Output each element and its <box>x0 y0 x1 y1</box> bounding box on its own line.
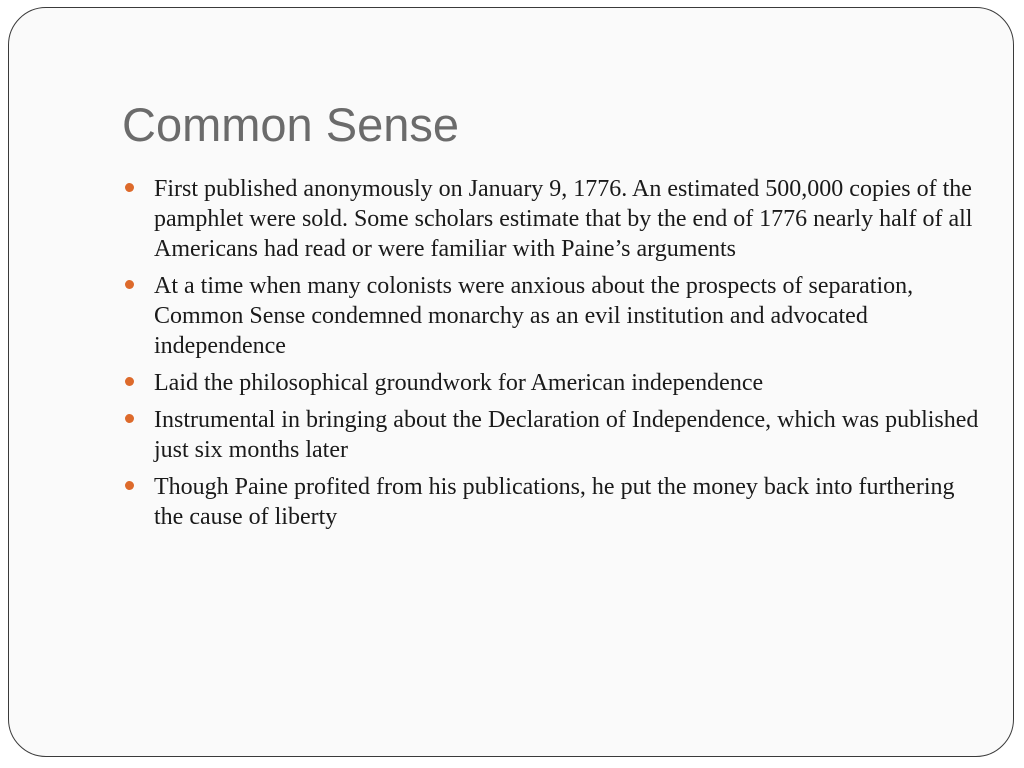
bullet-item <box>122 271 982 361</box>
bullet-item <box>122 405 982 465</box>
bullet-item <box>122 368 982 398</box>
bullet-dot-icon <box>125 481 134 490</box>
bullet-text: Though Paine profited from his publications, he put the money back into furthering the cause of liberty <box>154 474 955 530</box>
bullet-dot-icon <box>125 377 134 386</box>
bullet-text: Laid the philosophical groundwork for American independence <box>154 370 764 396</box>
bullet-text: Instrumental in bringing about the Declaration of Independence, which was published just six months later <box>154 407 979 463</box>
slide-title: Common Sense <box>122 98 459 151</box>
bullet-list <box>122 174 982 539</box>
bullet-text: First published anonymously on January 9, 1776. An estimated 500,000 copies of the pamphlet were sold. Some scholars estimate that by the end of 1776 nearly half of all Americans had read or were familiar with Paine’s arguments <box>154 176 973 262</box>
bullet-item <box>122 472 982 532</box>
bullet-dot-icon <box>125 414 134 423</box>
bullet-dot-icon <box>125 183 134 192</box>
bullet-dot-icon <box>125 280 134 289</box>
bullet-item <box>122 174 982 264</box>
bullet-text: At a time when many colonists were anxious about the prospects of separation, Common Sense condemned monarchy as an evil institution and advocated independence <box>154 273 914 359</box>
slide-frame <box>8 7 1014 757</box>
